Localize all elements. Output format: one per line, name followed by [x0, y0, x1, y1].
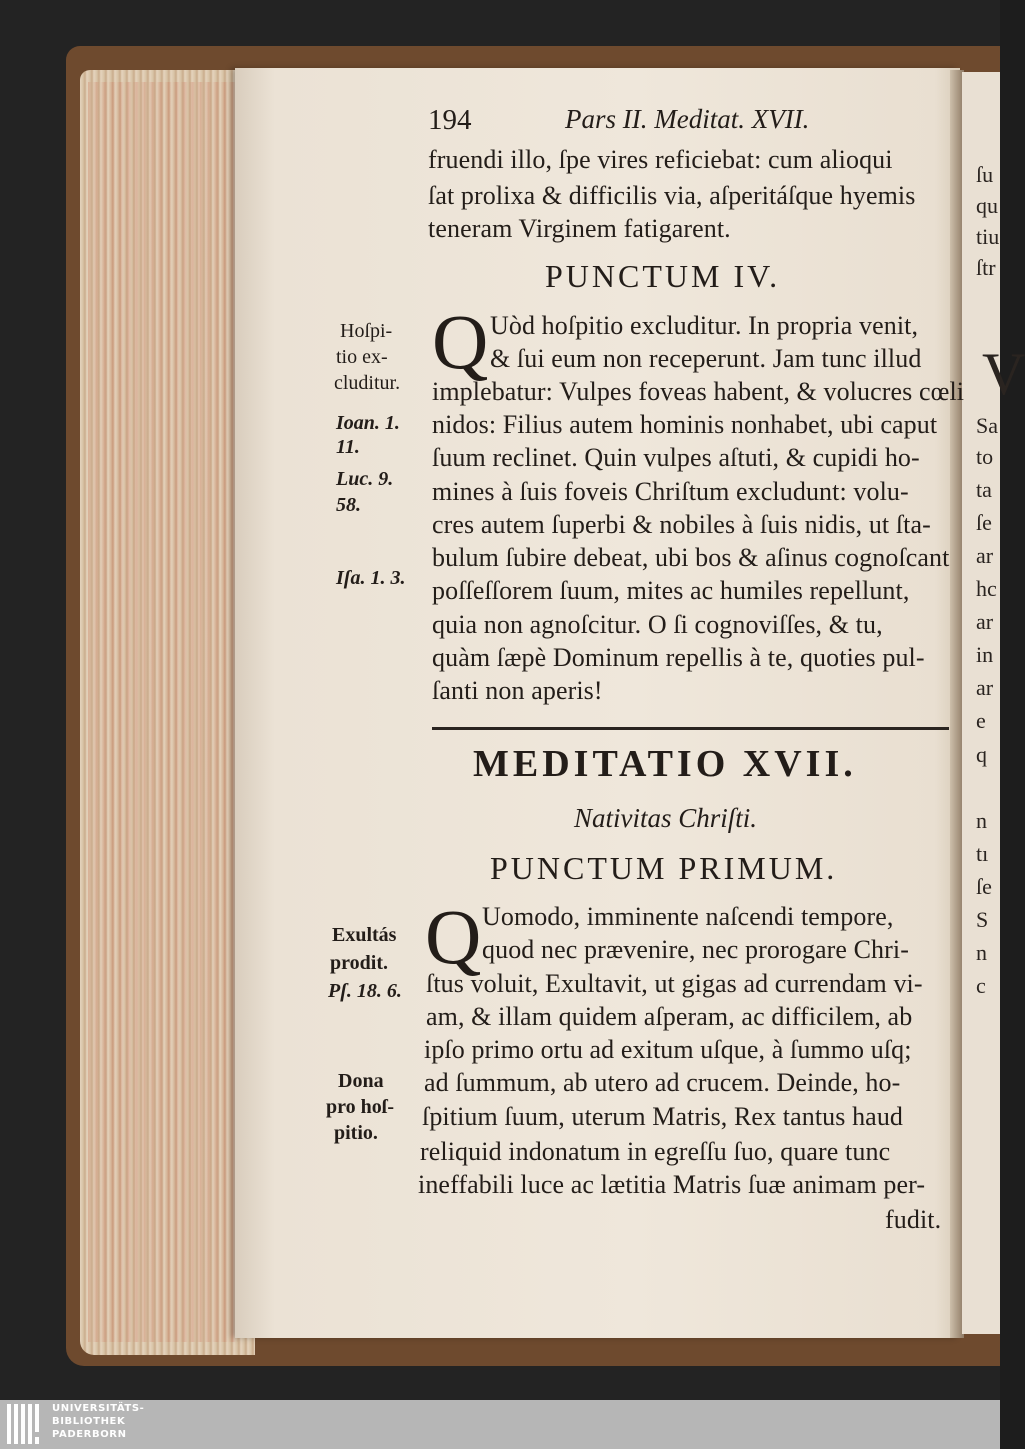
running-title: Pars II. Meditat. XVII. [565, 104, 810, 134]
margin-note: Ioan. 1. [336, 412, 400, 434]
meditation-subtitle: Nativitas Chriſti. [574, 803, 758, 833]
text-line: am, & illam quidem aſperam, ac difficilem, ab [426, 1002, 913, 1031]
margin-note: cluditur. [334, 372, 401, 394]
text-line: & ſui eum non receperunt. Jam tunc illud [490, 344, 922, 373]
text-line: ſanti non aperis! [432, 676, 603, 705]
text-line: reliquid indonatum in egreſſu ſuo, quare tunc [420, 1137, 891, 1166]
next-page-text: Sa [976, 413, 998, 438]
meditation-title: MEDITATIO XVII. [473, 743, 857, 785]
margin-note: Exultás [332, 924, 397, 946]
text-line: ad ſummum, ab utero ad crucem. Deinde, ho- [424, 1068, 901, 1097]
next-page-text: in [976, 642, 994, 667]
text-line: Uomodo, imminente naſcendi tempore, [482, 902, 894, 931]
text-line: mines à ſuis foveis Chriſtum excludunt: volu- [432, 477, 909, 506]
text-line: ſpitium ſuum, uterum Matris, Rex tantus haud [422, 1102, 904, 1131]
next-page-text: hc [976, 576, 997, 601]
margin-note: Hoſpi- [340, 320, 393, 342]
margin-note: pro hoſ- [326, 1096, 394, 1118]
text-line: quàm ſæpè Dominum repellis à te, quoties pul- [432, 643, 925, 672]
next-page-text: e [976, 708, 986, 733]
text-line: ipſo primo ortu ad exitum uſque, à ſummo uſq; [424, 1035, 912, 1064]
page-block-edge [80, 70, 255, 1355]
section-heading: PUNCTUM IV. [545, 258, 781, 294]
drop-cap: Q [432, 298, 489, 385]
margin-note: Luc. 9. [336, 468, 394, 490]
margin-note: Dona [338, 1070, 384, 1092]
margin-note: pitio. [334, 1122, 378, 1144]
margin-note: 11. [336, 436, 360, 458]
text-line: quod nec prævenire, nec prorogare Chri- [482, 935, 909, 964]
next-page-text: qu [976, 193, 998, 218]
margin-note: tio ex- [336, 346, 388, 368]
next-page-text: ta [976, 477, 992, 502]
next-page-text: q [976, 742, 987, 767]
text-line: Uòd hoſpitio excluditur. In propria venit, [490, 311, 919, 340]
drop-cap: Q [425, 893, 482, 980]
text-line: ſuum reclinet. Quin vulpes aſtuti, & cupidi ho- [432, 443, 920, 472]
margin-note: Pſ. 18. 6. [328, 980, 402, 1002]
next-page-text: to [976, 444, 994, 469]
next-page-text: ſe [976, 510, 992, 535]
next-page-text: ſe [976, 874, 992, 899]
next-page-text: ar [976, 675, 994, 700]
text-line: cres autem ſuperbi & nobiles à ſuis nidis, ut ſta- [432, 510, 931, 539]
margin-note: Iſa. 1. 3. [336, 567, 406, 589]
library-logo-icon [5, 1404, 47, 1444]
next-page-text: ar [976, 543, 994, 568]
section-heading: PUNCTUM PRIMUM. [490, 850, 838, 886]
next-page-text: ſtr [976, 255, 996, 280]
text-line: fudit. [885, 1205, 942, 1234]
page-number: 194 [428, 104, 472, 136]
text-line: bulum ſubire debeat, ubi bos & aſinus cognoſcant [432, 543, 950, 572]
library-name-line: BIBLIOTHEK [52, 1416, 126, 1427]
text-line: nidos: Filius autem hominis nonhabet, ubi caput [432, 410, 938, 439]
next-page-text: tiu [976, 224, 1000, 249]
text-line: ſtus voluit, Exultavit, ut gigas ad currendam vi- [426, 969, 923, 998]
text-line: ſat prolixa & difficilis via, aſperitáſque hyemis [428, 181, 916, 210]
text-line: fruendi illo, ſpe vires reficiebat: cum alioqui [428, 145, 893, 174]
next-page-text: S [976, 907, 989, 932]
next-page-text: ſu [976, 162, 994, 187]
margin-note: 58. [336, 494, 361, 516]
text-line: teneram Virginem fatigarent. [428, 214, 731, 243]
next-page-fragment [962, 72, 1025, 1334]
next-page-text: n [976, 808, 987, 833]
footer-bar [0, 1400, 1000, 1449]
text-line: quia non agnoſcitur. O ſi cognoviſſes, & tu, [432, 610, 883, 639]
margin-note: prodit. [330, 952, 388, 974]
next-page-text: n [976, 940, 987, 965]
library-name-line: UNIVERSITÄTS- [52, 1403, 145, 1414]
next-page-text: c [976, 973, 986, 998]
text-line: poſſeſſorem ſuum, mites ac humiles repellunt, [432, 576, 910, 605]
library-name-line: PADERBORN [52, 1429, 127, 1440]
next-page-text: ar [976, 609, 994, 634]
text-line: ineffabili luce ac lætitia Matris ſuæ animam per- [418, 1170, 926, 1199]
text-line: implebatur: Vulpes foveas habent, & volucres cœli [432, 377, 965, 406]
next-page-text: tı [976, 841, 989, 866]
next-page-text: V [982, 341, 1025, 407]
section-divider [432, 727, 949, 730]
